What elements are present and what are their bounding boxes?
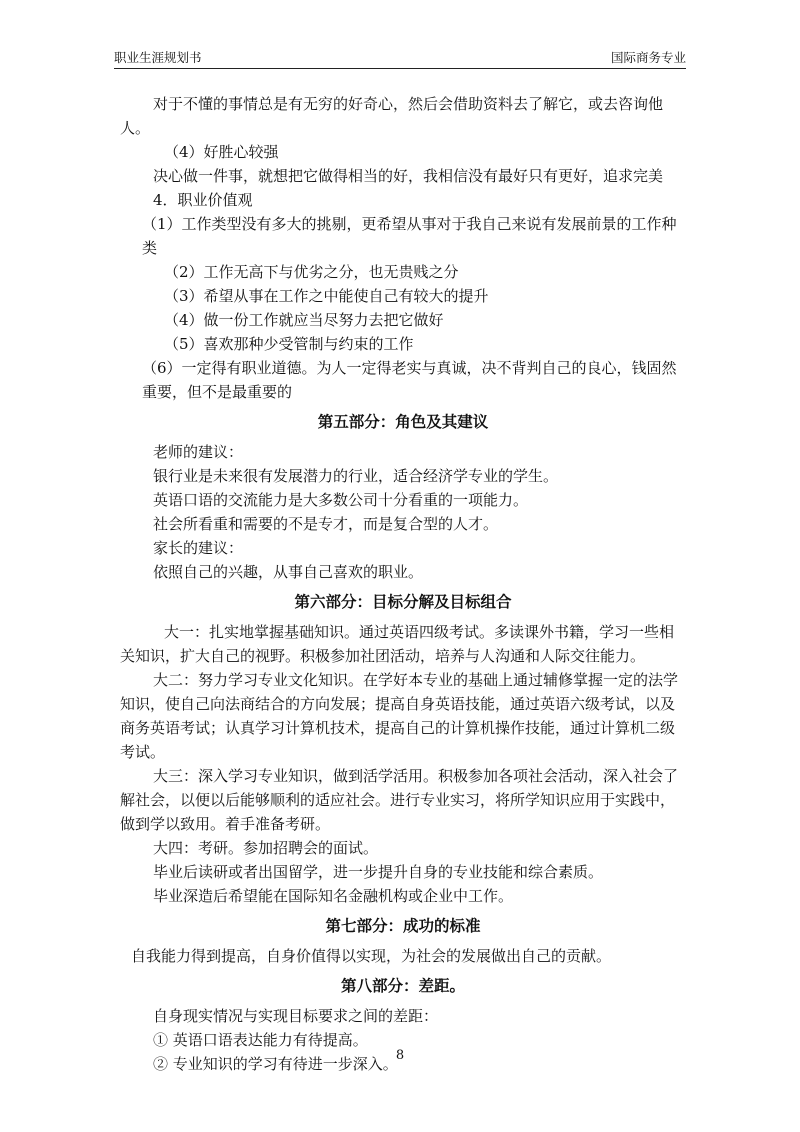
list-item: ① 英语口语表达能力有待提高。 [153,1031,368,1049]
list-item: （2）工作无高下与优劣之分，也无贵贱之分 [164,263,459,281]
section-heading: 第八部分：差距。 [340,977,465,995]
paragraph: 家长的建议： [153,539,244,557]
paragraph: 对于不懂的事情总是有无穷的好奇心，然后会借助资料去了解它，或去咨询他人。 [120,95,664,137]
page-header [114,44,686,69]
paragraph: 大一：扎实地掌握基础知识。通过英语四级考试。多读课外书籍，学习一些相关知识，扩大自己的视野。积极参加社团活动，培养与人沟通和人际交往能力。 [120,623,675,665]
paragraph: 自我能力得到提高，自身价值得以实现，为社会的发展做出自己的贡献。 [131,947,612,965]
section-heading: 第七部分：成功的标准 [325,917,481,935]
paragraph: 英语口语的交流能力是大多数公司十分看重的一项能力。 [153,491,529,509]
paragraph: 决心做一件事，就想把它做得相当的好，我相信没有最好只有更好，追求完美 [153,167,664,185]
paragraph: 毕业深造后希望能在国际知名金融机构或企业中工作。 [153,887,514,905]
paragraph: 大三：深入学习专业知识，做到活学活用。积极参加各项社会活动，深入社会了解社会，以便以后能够顺利的适应社会。进行专业实习，将所学知识应用于实践中，做到学以致用。着手准备考研。 [120,767,679,833]
list-item: （4）好胜心较强 [164,143,279,161]
list-item: （6）一定得有职业道德。为人一定得老实与真诚，决不背判自己的良心，钱固然重要，但不是最重要的 [142,359,677,401]
paragraph: 社会所看重和需要的不是专才，而是复合型的人才。 [153,515,499,533]
list-item: （4）做一份工作就应当尽努力去把它做好 [164,311,444,329]
list-item: （5）喜欢那种少受管制与约束的工作 [164,335,414,353]
paragraph: 自身现实情况与实现目标要求之间的差距： [153,1007,439,1025]
subsection-title: 4．职业价值观 [153,191,253,209]
document-body [120,92,686,1076]
paragraph: 银行业是未来很有发展潜力的行业，适合经济学专业的学生。 [153,467,559,485]
header-title-right: 国际商务专业 [610,50,686,65]
paragraph: 毕业后读研或者出国留学，进一步提升自身的专业技能和综合素质。 [153,863,604,881]
paragraph: 老师的建议： [153,443,244,461]
paragraph: 大四：考研。参加招聘会的面试。 [153,839,379,857]
list-item: （3）希望从事在工作之中能使自己有较大的提升 [164,287,489,305]
section-heading: 第五部分：角色及其建议 [317,413,489,431]
header-title-left: 职业生涯规划书 [114,50,202,65]
page-number: 8 [395,1048,405,1063]
list-item: ② 专业知识的学习有待进一步深入。 [153,1055,398,1073]
paragraph: 大二：努力学习专业文化知识。在学好本专业的基础上通过辅修掌握一定的法学知识，使自己向法商结合的方向发展；提高自身英语技能，通过英语六级考试，以及商务英语考试；认真学习计算机技术，提高自己的计算机操作技能，通过计算机二级考试。 [120,671,679,761]
paragraph: 依照自己的兴趣，从事自己喜欢的职业。 [153,563,424,581]
list-item: （1）工作类型没有多大的挑剔，更希望从事对于我自己来说有发展前景的工作种类 [142,215,677,257]
section-heading: 第六部分：目标分解及目标组合 [294,593,512,611]
